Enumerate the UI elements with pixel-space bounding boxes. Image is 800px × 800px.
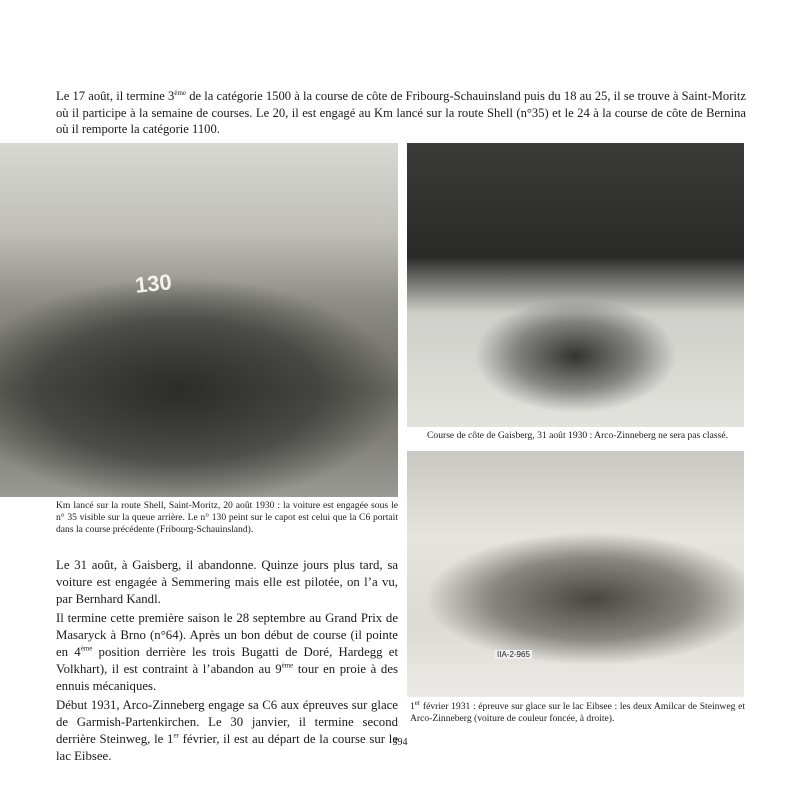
text: Début 1931, Arco-Zinneberg engage sa C6 aux épreuves sur glace de Garmish-Partenkirchen. Le 30 janvier, il termine second derrière Steinweg, le 1 [56, 698, 398, 746]
photo-eibsee [407, 451, 744, 697]
superscript: er [173, 731, 179, 740]
photo-km-lance-shell [0, 143, 398, 497]
text: tour en proie à des ennuis mécaniques. [56, 661, 398, 693]
paragraph [56, 697, 398, 764]
photo-gaisberg [407, 143, 744, 427]
bonnet-number: 130 [133, 269, 173, 298]
paragraph: Le 31 août, à Gaisberg, il abandonne. Quinze jours plus tard, sa voiture est engagée à Semmering mais elle est pilotée, on l’a vu, par Bernhard Kandl. [56, 558, 398, 606]
text: position derrière les trois Bugatti de Doré, Hardegg et Volkhart), il est contraint à l’abandon au 9 [56, 644, 398, 676]
text: 1 [410, 701, 415, 712]
intro-paragraph [56, 88, 746, 138]
caption-shell: Km lancé sur la route Shell, Saint-Moritz, 20 août 1930 : la voiture est engagée sous le n° 35 visible sur la queue arrière. Le n° 130 peint sur le capot est celui que la C6 portait dans la course précédente (Fribourg-Schauinsland). [56, 500, 398, 536]
text: Le 17 août, il termine 3 [56, 89, 175, 103]
text: février, il est au départ de la course sur le lac Eibsee. [56, 731, 398, 763]
page-number: 394 [392, 737, 408, 748]
caption-eibsee [410, 698, 745, 725]
text: de la catégorie 1500 à la course de côte de Fribourg-Schauinsland puis du 18 au 25, il se trouve à Saint-Moritz où il participe à la semaine de courses. Le 20, il est engagé au Km lancé sur la route Shell (n°35) et le 24 à la course de côte de Bernina où il remporte la catégorie 1100. [56, 89, 746, 136]
superscript: ème [174, 88, 187, 97]
superscript: ème [281, 661, 294, 670]
paragraph [56, 610, 398, 694]
body-column [56, 557, 398, 768]
text: février 1931 : épreuve sur glace sur le lac Eibsee : les deux Amilcar de Steinweg et Arco-Zinneberg (voiture de couleur foncée, à droite). [410, 701, 745, 725]
superscript: er [414, 698, 421, 707]
license-plate: IIA-2-965 [497, 650, 530, 659]
caption-gaisberg: Course de côte de Gaisberg, 31 août 1930 : Arco-Zinneberg ne sera pas classé. [427, 430, 728, 441]
superscript: ème [80, 644, 93, 653]
text: Il termine cette première saison le 28 septembre au Grand Prix de Masaryck à Brno (n°64). Après un bon début de course (il pointe en 4 [56, 611, 398, 659]
